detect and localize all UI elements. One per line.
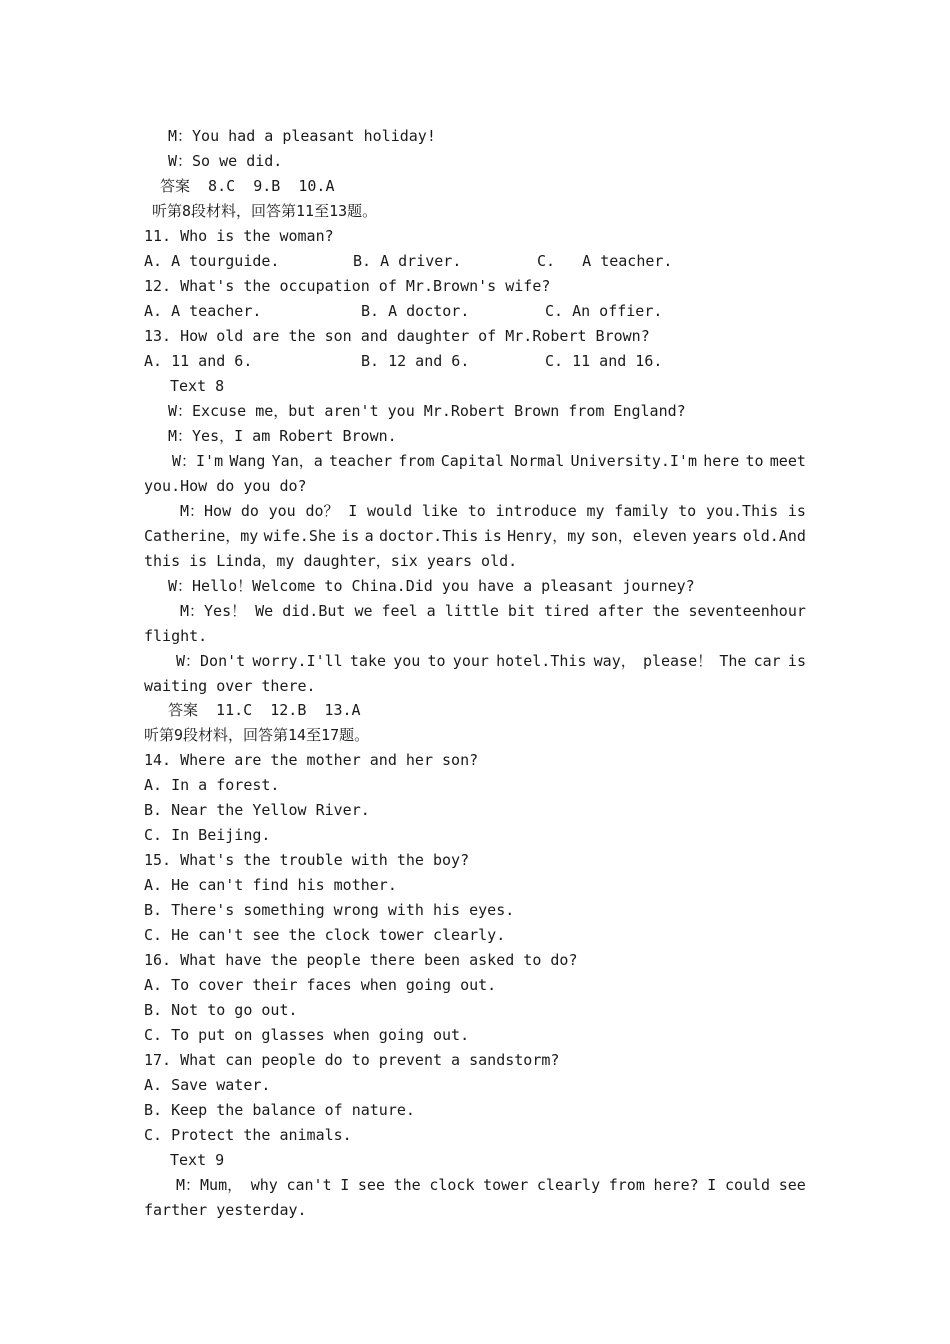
word: I <box>348 502 358 520</box>
word: little <box>444 602 499 620</box>
option-a: A. A teacher. <box>144 302 262 320</box>
text-title: Text 9 <box>170 1151 225 1169</box>
word: to <box>427 652 446 670</box>
word: can't <box>286 1176 332 1194</box>
word: W：Don't <box>176 652 246 670</box>
word: to <box>678 502 697 520</box>
word: worry.I'll <box>252 652 343 670</box>
word: M：How <box>180 502 232 520</box>
justified-line <box>144 524 806 549</box>
word: to <box>745 452 764 470</box>
paragraph-end-line <box>144 624 806 649</box>
word: Normal <box>510 452 565 470</box>
word: here <box>703 452 740 470</box>
option-b: B. Near the Yellow River. <box>144 801 370 819</box>
option-a: A. Save water. <box>144 1076 271 1094</box>
word: please！ <box>642 652 713 670</box>
option-c: C. In Beijing. <box>144 826 271 844</box>
answer-key: 答案 8.C 9.B 10.A <box>160 177 335 195</box>
word: clock <box>429 1176 475 1194</box>
word: family <box>614 502 669 520</box>
word: could <box>724 1176 771 1194</box>
dialog-paragraph <box>144 449 806 499</box>
word: seventeenhour <box>688 602 806 620</box>
word: do <box>240 502 259 520</box>
question-stem: 15. What's the trouble with the boy? <box>144 851 470 869</box>
word: from <box>398 452 435 470</box>
answer-key: 答案 11.C 12.B 13.A <box>168 701 361 719</box>
word: introduce <box>495 502 577 520</box>
word: tired <box>544 602 590 620</box>
option-a: A. 11 and 6. <box>144 352 253 370</box>
question-stem: 16. What have the people there been asked to do? <box>144 951 578 969</box>
dialog-paragraph <box>144 649 806 699</box>
option-b: B. Not to go out. <box>144 1001 298 1019</box>
word: you <box>393 652 421 670</box>
question-stem: 11. Who is the woman? <box>144 227 334 245</box>
word: Yan，a <box>271 452 323 470</box>
paragraph-end-line <box>144 474 806 499</box>
word: take <box>349 652 387 670</box>
justified-line <box>144 499 806 524</box>
word: you.This <box>705 502 779 520</box>
word: after <box>598 602 644 620</box>
word: would <box>366 502 413 520</box>
word: a <box>426 602 436 620</box>
word: why <box>250 1176 278 1194</box>
word: is <box>341 527 360 545</box>
word: you.How do you do? <box>144 477 307 495</box>
word: old.And <box>742 527 806 545</box>
word: is <box>787 502 806 520</box>
option-c: C. 11 and 16. <box>545 352 663 370</box>
question-stem: 17. What can people do to prevent a sandstorm? <box>144 1051 560 1069</box>
word: years <box>692 527 738 545</box>
word: my <box>586 502 605 520</box>
dialog-paragraph <box>144 1173 806 1223</box>
word: Wang <box>229 452 266 470</box>
word: doctor.This <box>379 527 479 545</box>
word: University.I'm <box>570 452 697 470</box>
word: you <box>268 502 296 520</box>
word: feel <box>381 602 418 620</box>
option-c: C. He can't see the clock tower clearly. <box>144 926 506 944</box>
option-a: A. He can't find his mother. <box>144 876 397 894</box>
option-c: C. An offier. <box>545 302 663 320</box>
justified-line <box>144 599 806 624</box>
word: the <box>393 1176 421 1194</box>
word: teacher <box>328 452 393 470</box>
word: clearly <box>536 1176 601 1194</box>
paragraph-end-line <box>144 549 806 574</box>
word: this is Linda，my daughter，six years old. <box>144 552 518 570</box>
word: W：I'm <box>172 452 224 470</box>
question-stem: 12. What's the occupation of Mr.Brown's wife? <box>144 277 551 295</box>
word: I <box>340 1176 350 1194</box>
dialog-line: W：Hello！Welcome to China.Did you have a pleasant journey? <box>168 577 695 595</box>
text-title: Text 8 <box>170 377 225 395</box>
justified-line <box>144 649 806 674</box>
word: from <box>608 1176 645 1194</box>
section-heading: 听第8段材料，回答第11至13题。 <box>152 202 378 220</box>
word: M：Yes！ <box>180 602 247 620</box>
word: a <box>364 527 374 545</box>
paragraph-end-line <box>144 1198 806 1223</box>
option-b: B. A driver. <box>353 252 462 270</box>
option-c: C. To put on glasses when going out. <box>144 1026 470 1044</box>
option-b: B. A doctor. <box>361 302 470 320</box>
word: The <box>719 652 747 670</box>
word: wife.She <box>263 527 336 545</box>
word: the <box>652 602 680 620</box>
word: Capital <box>440 452 504 470</box>
word: here? <box>653 1176 699 1194</box>
dialog-paragraph <box>144 499 806 574</box>
word: I <box>707 1176 717 1194</box>
option-b: B. There's something wrong with his eyes. <box>144 901 515 919</box>
word: like <box>421 502 458 520</box>
option-a: A. In a forest. <box>144 776 280 794</box>
word: hotel.This <box>496 652 587 670</box>
word: your <box>452 652 489 670</box>
word: Henry，my <box>507 527 586 545</box>
justified-line <box>144 449 806 474</box>
word: car <box>753 652 781 670</box>
word: way， <box>593 652 636 670</box>
word: waiting over there. <box>144 677 316 695</box>
option-c: C. Protect the animals. <box>144 1126 352 1144</box>
word: is <box>483 527 502 545</box>
word: flight. <box>144 627 208 645</box>
word: we <box>354 602 373 620</box>
dialog-line: M：Yes，I am Robert Brown. <box>168 427 397 445</box>
word: see <box>357 1176 385 1194</box>
word: We <box>255 602 274 620</box>
word: did.But <box>282 602 346 620</box>
dialog-line: M：You had a pleasant holiday! <box>168 127 436 145</box>
dialog-line: W：Excuse me，but aren't you Mr.Robert Brown from England? <box>168 402 686 420</box>
option-c: C. A teacher. <box>537 252 673 270</box>
word: tower <box>483 1176 529 1194</box>
word: to <box>467 502 486 520</box>
dialog-line: W：So we did. <box>168 152 283 170</box>
word: farther yesterday. <box>144 1201 307 1219</box>
justified-line <box>144 1173 806 1198</box>
question-stem: 14. Where are the mother and her son? <box>144 751 479 769</box>
word: Catherine，my <box>144 527 259 545</box>
question-stem: 13. How old are the son and daughter of Mr.Robert Brown? <box>144 327 650 345</box>
option-b: B. Keep the balance of nature. <box>144 1101 415 1119</box>
option-b: B. 12 and 6. <box>361 352 470 370</box>
word: is <box>787 652 806 670</box>
word: bit <box>507 602 536 620</box>
option-a: A. To cover their faces when going out. <box>144 976 497 994</box>
word: meet <box>769 452 806 470</box>
word: son，eleven <box>590 527 687 545</box>
dialog-paragraph <box>144 599 806 649</box>
word: do？ <box>305 502 339 520</box>
section-heading: 听第9段材料，回答第14至17题。 <box>144 726 370 744</box>
word: M：Mum， <box>176 1176 243 1194</box>
paragraph-end-line <box>144 674 806 699</box>
word: see <box>778 1176 806 1194</box>
option-a: A. A tourguide. <box>144 252 280 270</box>
